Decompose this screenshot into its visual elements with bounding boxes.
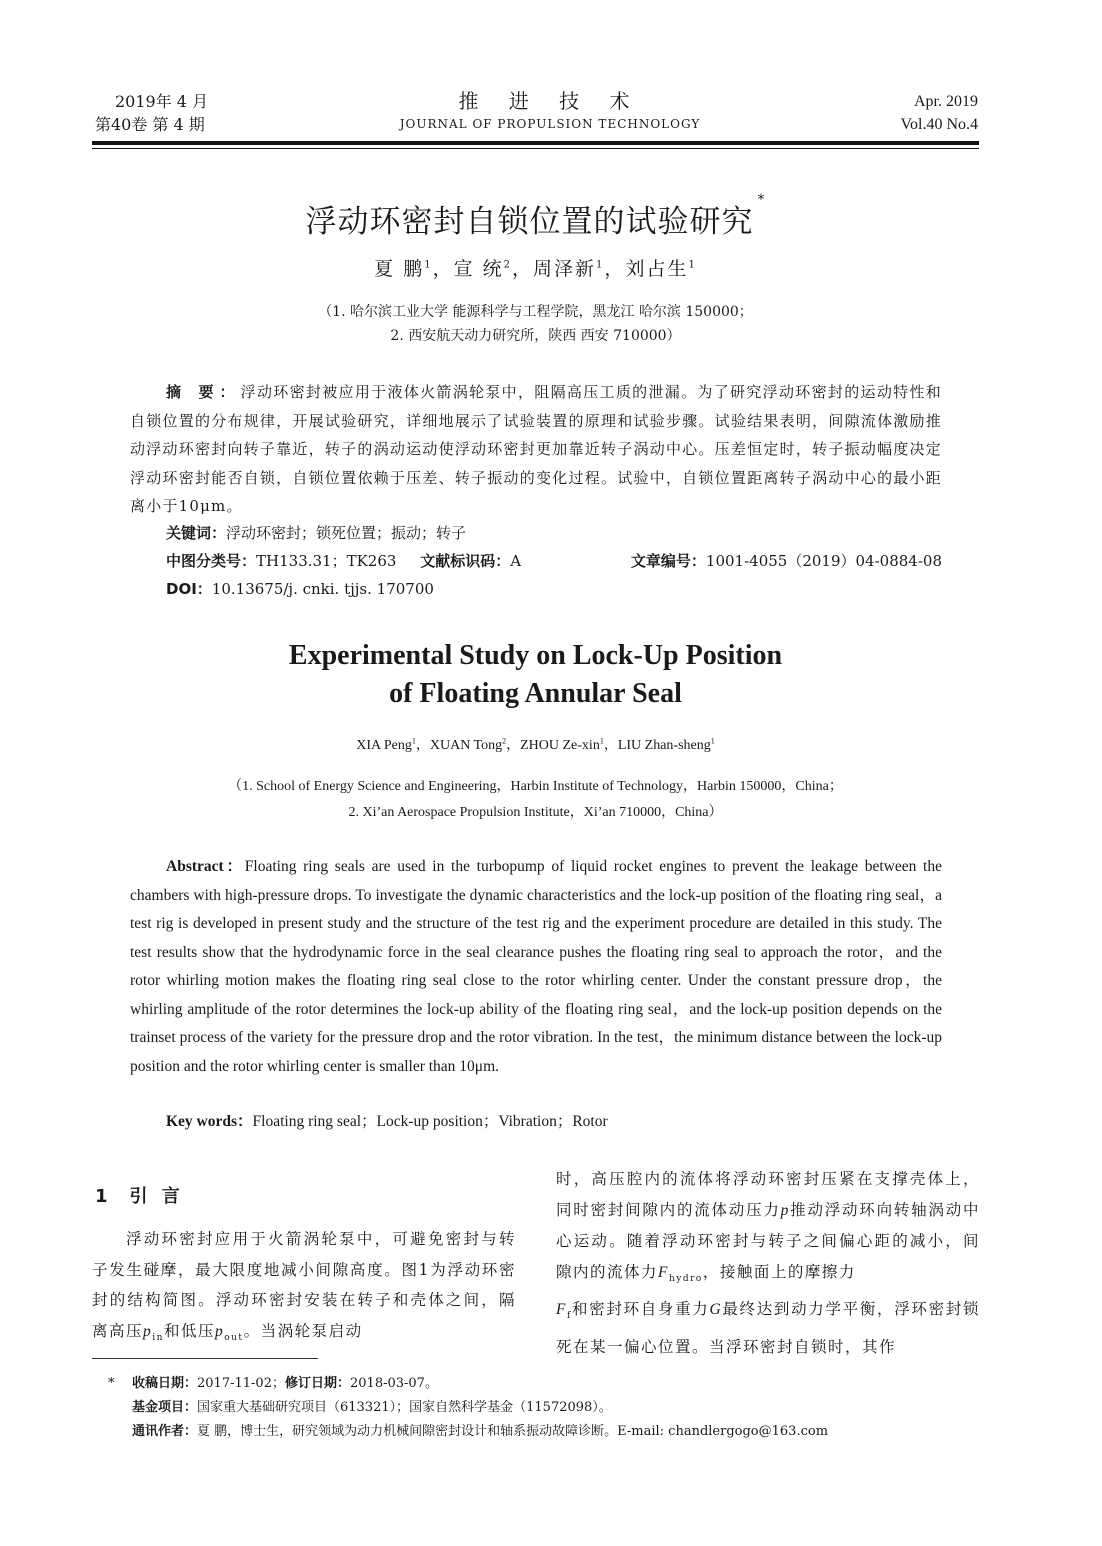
abstract-cn [130, 378, 942, 521]
doi-value: 10.13675/j. cnki. tjjs. 170700 [211, 580, 434, 598]
section-title: 引 言 [129, 1186, 184, 1207]
author-cn: 夏 鹏 [374, 258, 425, 280]
doc-code-value: A [510, 552, 522, 570]
affiliation-cn-line: 2. 西安航天动力研究所，陕西 西安 710000） [390, 328, 681, 344]
section-heading [95, 1182, 184, 1208]
symbol-G: G [709, 1301, 723, 1319]
journal-name [300, 88, 800, 132]
subscript-f: f [566, 1311, 572, 1322]
affiliation-cn-line: （1. 哈尔滨工业大学 能源科学与工程学院，黑龙江 哈尔滨 150000； [318, 304, 753, 320]
keywords-en-label: Key words： [166, 1113, 253, 1130]
corresponding-value: 夏 鹏，博士生，研究领域为动力机械间隙密封设计和轴系振动故障诊断。E-mail: chandlergogo@163.com [197, 1424, 829, 1439]
paper-title-en-line: Experimental Study on Lock-Up Position [288, 640, 783, 671]
body-column-left [92, 1224, 516, 1353]
abstract-cn-text: 浮动环密封被应用于液体火箭涡轮泵中，阻隔高压工质的泄漏。为了研究浮动环密封的运动特性和自锁位置的分布规律，开展试验研究，详细地展示了试验装置的原理和试验步骤。试验结果表明，间隙流体激励推动浮动环密封向转子靠近，转子的涡动运动使浮动环密封更加靠近转子涡动中心。压差恒定时，转子振动幅度决定浮动环密封能否自锁，自锁位置依赖于压差、转子振动的变化过程。试验中，自锁位置距离转子涡动中心的最小距离小于10μm。 [130, 383, 942, 515]
author-list-en: XIA Peng$^1$，XUAN Tong$^2$，ZHOU Ze-xin$^1$，LIU Zhan-sheng$^1$ [356, 736, 715, 753]
body-text: 推动浮动环向转轴涡动中心运动。随着浮动环密封与转子之间偏心距的减小，间隙内的流体力 [556, 1200, 980, 1281]
abstract-en-label: Abstract： [166, 858, 245, 875]
author-affil-mark: 1 [599, 736, 604, 746]
affiliation-cn [92, 300, 979, 348]
doi-label: DOI： [166, 580, 212, 598]
abstract-en [130, 853, 942, 1081]
author-affil-mark: 1 [688, 259, 697, 271]
issue-date-cn: 2019年 4 月 [115, 92, 209, 111]
received-label: 收稿日期： [132, 1376, 198, 1391]
article-number-label: 文章编号： [630, 552, 706, 570]
footnote-rule [92, 1358, 318, 1359]
journal-name-en: JOURNAL OF PROPULSION TECHNOLOGY [399, 117, 701, 131]
subscript-in: in [152, 1332, 164, 1343]
body-text: 最终达到动力学平衡，浮环密封锁死在某一偏心位置。当浮环密封自锁时，其作 [556, 1300, 980, 1356]
paper-title-cn [92, 192, 979, 241]
body-text: 。当涡轮泵启动 [243, 1321, 363, 1340]
header-rule-thin [92, 148, 979, 149]
volume-issue-en: Vol.40 No.4 [900, 116, 978, 133]
received-value: 2017-11-02； [197, 1376, 285, 1391]
article-number [631, 550, 942, 571]
author-en: ZHOU Ze-xin [520, 738, 600, 753]
symbol-F: F [556, 1301, 567, 1319]
title-footnote-mark: * [757, 192, 766, 208]
header-rule-thick [92, 141, 979, 145]
article-number-value: 1001-4055（2019）04-0884-08 [705, 552, 942, 570]
symbol-F: F [658, 1263, 669, 1281]
author-en: LIU Zhan-sheng [617, 738, 711, 753]
author-en: XUAN Tong [429, 738, 503, 753]
author-en: XIA Peng [356, 738, 412, 753]
corresponding-label: 通讯作者： [132, 1424, 198, 1439]
affiliation-en-line: 2. Xi’an Aerospace Propulsion Institute，Xi’an 710000，China） [348, 805, 723, 820]
issue-info-cn [95, 90, 208, 136]
fund-label: 基金项目： [132, 1400, 198, 1415]
body-text: 浮动环密封应用于火箭涡轮泵中，可避免密封与转子发生碰摩，最大限度地减小间隙高度。图1为浮动环密封的结构简图。浮动环密封安装在转子和壳体之间，隔离高压 [92, 1230, 516, 1340]
footnote-star: * [108, 1376, 115, 1391]
author-affil-mark: 1 [411, 736, 416, 746]
clc-value: TH133.31；TK263 [256, 552, 397, 570]
revised-label: 修订日期： [284, 1376, 350, 1391]
paper-title-en [92, 637, 979, 713]
subscript-out: out [224, 1332, 244, 1343]
doi-line [166, 578, 434, 599]
keywords-cn-label: 关键词： [166, 524, 227, 542]
fund-value: 国家重大基础研究项目（613321）；国家自然科学基金（11572098）。 [197, 1400, 612, 1415]
author-affil-mark: 2 [502, 736, 507, 746]
journal-name-cn: 推 进 技 术 [458, 89, 642, 113]
classification-line [166, 550, 942, 571]
doc-code-label: 文献标识码： [420, 552, 511, 570]
symbol-p: p [780, 1201, 790, 1219]
paper-title-en-line: of Floating Annular Seal [389, 678, 682, 709]
keywords-en-text: Floating ring seal；Lock-up position；Vibration；Rotor [252, 1113, 608, 1130]
body-text: 和低压 [163, 1321, 215, 1340]
revised-value: 2018-03-07。 [350, 1376, 438, 1391]
clc-label: 中图分类号： [166, 552, 257, 570]
footnote-fund [108, 1396, 828, 1420]
author-list-cn: 夏 鹏$^1$，宣 统$^2$，周泽新$^1$，刘占生$^1$ [374, 258, 697, 280]
symbol-p: p [214, 1322, 225, 1340]
issue-date-en: Apr. 2019 [914, 93, 978, 110]
author-affil-mark: 1 [710, 736, 715, 746]
author-cn: 周泽新 [533, 258, 597, 280]
footnote-corresponding [108, 1420, 828, 1444]
affiliation-en [92, 774, 979, 826]
abstract-en-text: Floating ring seals are used in the turbopump of liquid rocket engines to prevent the leakage between the chambers with high-pressure drops. To investigate the dynamic characteristics and the lock-up position of the floating ring seal，a test rig is developed in present study and the structure of the test rig and the experiment procedure are detailed in this study. The test results show that the hydrodynamic force in the seal clearance pushes the floating ring seal to approach the rotor，and the rotor whirling motion makes the floating ring seal close to the rotor whirling center. Under the constant pressure drop，the whirling amplitude of the rotor determines the lock-up ability of the floating ring seal，and the lock-up position depends on the trainset process of the variety for the pressure drop and the rotor vibration. In the test，the minimum distance between the lock-up position and the rotor whirling center is smaller than 10μm. [130, 858, 942, 1075]
subscript-hydro: hydro [668, 1273, 703, 1284]
footnote-dates [108, 1372, 828, 1396]
volume-issue-cn: 第40卷 第 4 期 [95, 115, 205, 134]
author-affil-mark: 1 [424, 259, 433, 271]
issue-info-en [901, 90, 979, 136]
section-number: 1 [95, 1186, 112, 1207]
affiliation-en-line: （1. School of Energy Science and Engineering，Harbin Institute of Technology，Harbin 150000，China； [228, 779, 843, 794]
author-affil-mark: 2 [503, 259, 513, 271]
body-column-right [556, 1164, 980, 1362]
author-cn: 刘占生 [625, 258, 689, 280]
body-text: ，接触面上的摩擦力 [702, 1262, 856, 1281]
body-text: 和密封环自身重力 [571, 1300, 710, 1319]
author-affil-mark: 1 [596, 259, 605, 271]
keywords-en [166, 1109, 608, 1131]
footnotes [108, 1372, 828, 1444]
paper-title-cn-text: 浮动环密封自锁位置的试验研究 [305, 204, 754, 240]
author-cn: 宣 统 [453, 258, 504, 280]
keywords-cn [166, 522, 466, 543]
symbol-p: p [143, 1322, 153, 1340]
keywords-cn-text: 浮动环密封；锁死位置；振动；转子 [226, 524, 467, 542]
abstract-cn-label: 摘 要： [166, 383, 241, 401]
body-text: 时，高压腔内的流体将浮动环密封压紧在支撑壳体上，同时密封间隙内的流体动压力 [556, 1170, 980, 1219]
